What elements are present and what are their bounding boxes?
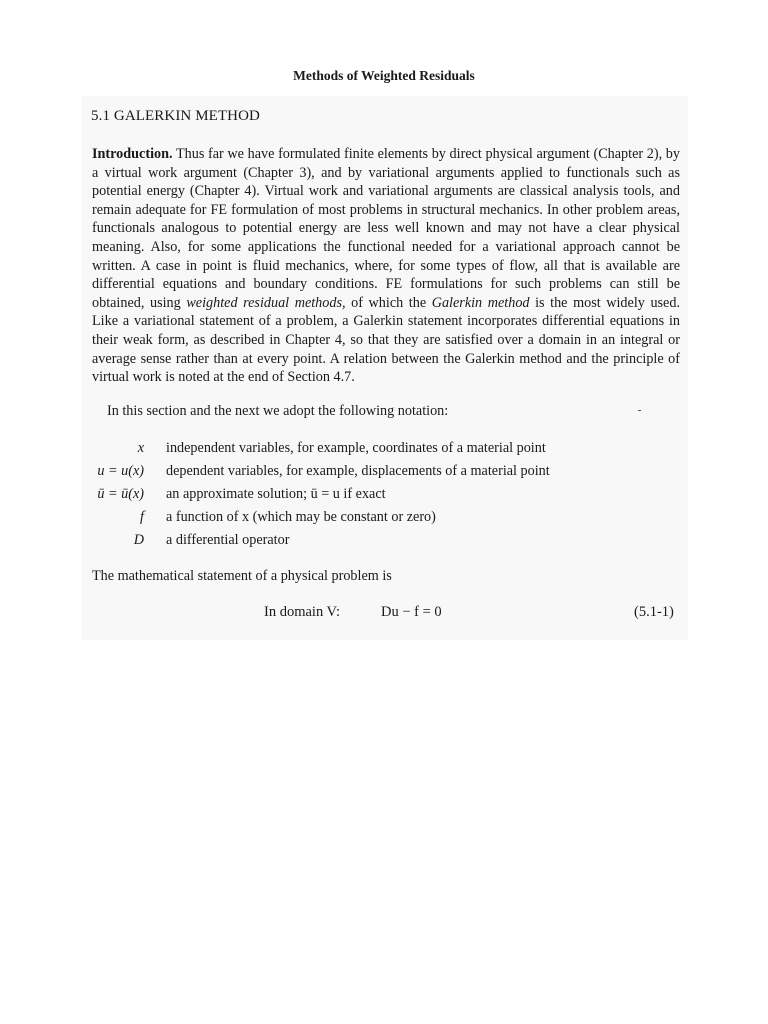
notation-symbol: x <box>137 440 144 456</box>
notation-description: independent variables, for example, coordinates of a material point <box>166 440 546 456</box>
problem-statement: The mathematical statement of a physical problem is <box>92 568 392 584</box>
notation-intro: In this section and the next we adopt the following notation: <box>107 403 449 419</box>
notation-symbol: ū = ū(x) <box>97 486 144 502</box>
notation-description: dependent variables, for example, displacements of a material point <box>166 463 550 479</box>
intro-text-2: of which the <box>345 294 432 311</box>
running-header: Methods of Weighted Residuals <box>293 68 475 83</box>
notation-description: an approximate solution; ū = u if exact <box>166 486 386 502</box>
section-heading: 5.1 GALERKIN METHOD <box>91 108 260 124</box>
introduction-paragraph <box>92 145 680 387</box>
intro-text-3: is the most widely used. Like a variational statement of a problem, a Galerkin statement incorporates differential equations in their weak form, as described in Chapter 4, so that they are satisfied over a domain in an integral or average sense rather than at every point. A relation between the Galerkin method and the principle of virtual work is noted at the end of Section 4.7. <box>92 294 680 386</box>
notation-description: a function of x (which may be constant or zero) <box>166 509 436 525</box>
notation-row <box>82 463 682 486</box>
notation-row <box>82 509 682 532</box>
notation-symbol: f <box>140 509 144 525</box>
equation-number: (5.1-1) <box>634 604 674 620</box>
equation-domain-label: In domain V: <box>264 604 340 620</box>
notation-description: a differential operator <box>166 532 290 548</box>
notation-row <box>82 440 682 463</box>
notation-symbol: u = u(x) <box>97 463 144 479</box>
notation-symbol: D <box>133 532 144 548</box>
intro-emphasis-galerkin: Galerkin method <box>431 294 530 311</box>
equation-expression: Du − f = 0 <box>381 604 442 620</box>
notation-row <box>82 486 682 509</box>
scan-speck <box>638 410 641 411</box>
notation-row <box>82 532 682 555</box>
notation-list <box>82 440 682 555</box>
intro-emphasis-weighted-residual: weighted residual methods, <box>186 294 346 311</box>
intro-text-1: Thus far we have formulated finite elements by direct physical argument (Chapter 2), by a virtual work argument (Chapter 3), and by variational arguments applied to functionals such as potential energy (Chapter 4). Virtual work and variational arguments are classical analysis tools, and remain adequate for FE formulation of most problems in structural mechanics. In other problem areas, functionals analogous to potential energy are less well known and may not have a clear physical meaning. Also, for some applications the functional needed for a variational approach cannot be written. A case in point is fluid mechanics, where, for some types of flow, all that is available are differential equations and boundary conditions. FE formulations for such problems can still be obtained, using <box>92 146 680 311</box>
introduction-lead: Introduction. <box>92 146 173 162</box>
